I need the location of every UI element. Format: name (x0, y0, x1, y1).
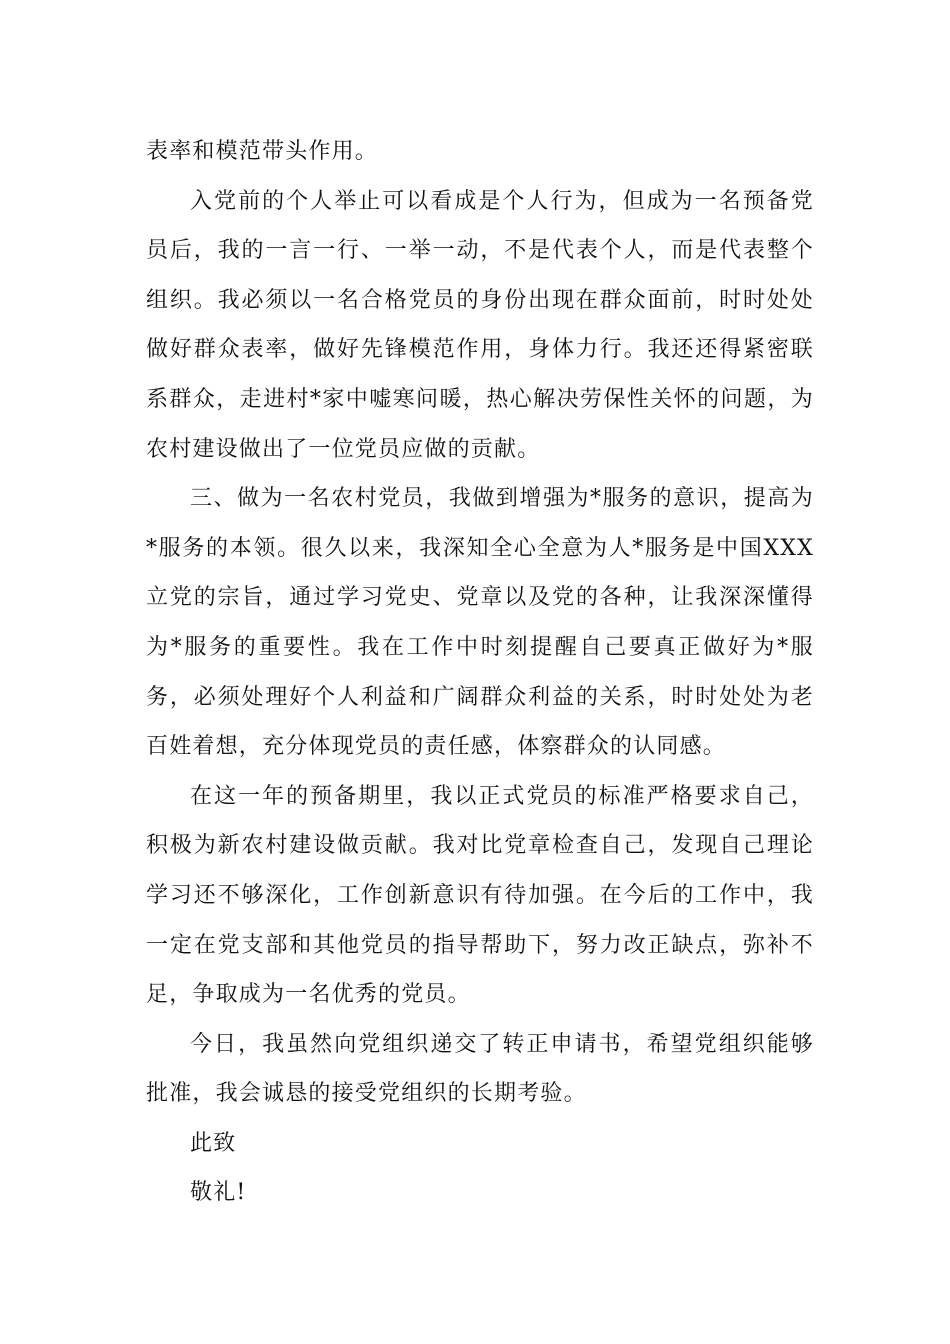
paragraph-continuation: 表率和模范带头作用。 (146, 139, 379, 164)
closing-salutation: 此致 (190, 1130, 237, 1156)
paragraph-probation-review: 在这一年的预备期里，我以正式党员的标准严格要求自己，积极为新农村建设做贡献。我对比党章检查自己，发现自己理论学习还不够深化，工作创新意识有待加强。在今后的工作中，我一定在党支部和其他党员的指导帮助下，努力改正缺点，弥补不足，争取成为一名优秀的党员。 (146, 783, 814, 1008)
closing-regards: 敬礼! (190, 1180, 247, 1206)
document-body (146, 127, 814, 1218)
paragraph-role-as-member: 入党前的个人举止可以看成是个人行为，但成为一名预备党员后，我的一言一行、一举一动，不是代表个人，而是代表整个组织。我必须以一名合格党员的身份出现在群众面前，时时处处做好群众表率，做好先锋模范作用，身体力行。我还还得紧密联系群众，走进村*家中嘘寒问暖，热心解决劳保性关怀的问题，为农村建设做出了一位党员应做的贡献。 (146, 188, 814, 462)
paragraph-request: 今日，我虽然向党组织递交了转正申请书，希望党组织能够批准，我会诚恳的接受党组织的长期考验。 (146, 1031, 814, 1107)
paragraph-section-three: 三、做为一名农村党员，我做到增强为*服务的意识，提高为*服务的本领。很久以来，我深知全心全意为人*服务是中国XXX立党的宗旨，通过学习党史、党章以及党的各种，让我深深懂得为*服务的重要性。我在工作中时刻提醒自己要真正做好为*服务，必须处理好个人利益和广阔群众利益的关系，时时处处为老百姓着想，充分体现党员的责任感，体察群众的认同感。 (146, 486, 814, 760)
